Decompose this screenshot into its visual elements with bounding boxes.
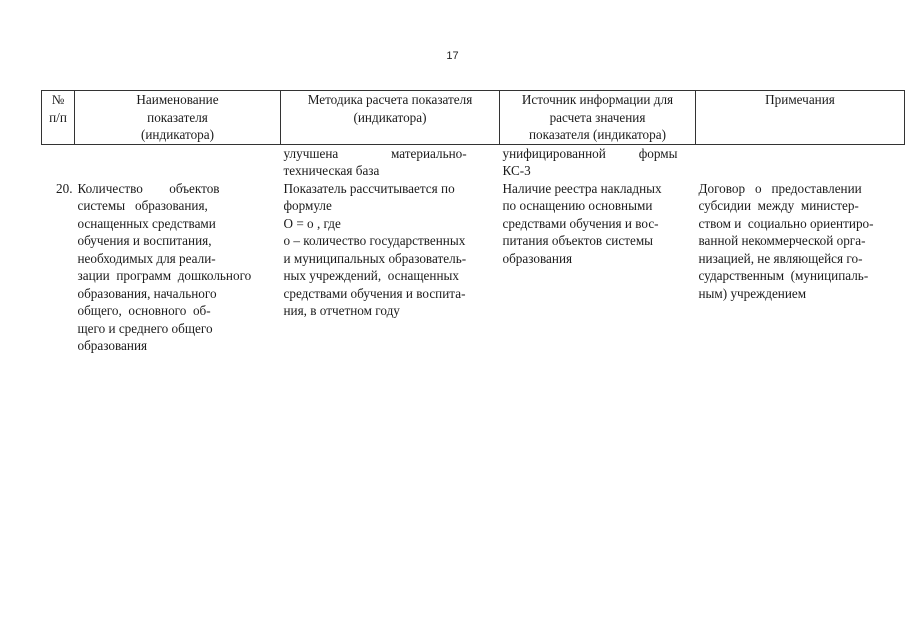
cell-information-source: Наличие реестра накладных по оснащению основными средствами обучения и вос- питания объектов системы образования (502, 180, 662, 266)
table-body (42, 144, 905, 355)
cell-number: 20. (56, 180, 73, 196)
cell-calculation-method: улучшена материально- техническая база (283, 145, 467, 178)
table-header (42, 91, 905, 145)
cell-information-source: унифицированной формы КС-3 (502, 145, 678, 178)
header-calculation-method: Методика расчета показателя (индикатора) (281, 91, 500, 145)
page-number: 17 (446, 50, 459, 62)
cell-number (42, 144, 75, 180)
header-indicator-name: Наименование показателя (индикатора) (75, 91, 281, 145)
header-row (42, 91, 905, 145)
header-information-source: Источник информации для расчета значения показателя (индикатора) (500, 91, 696, 145)
header-number: № п/п (42, 91, 75, 145)
cell-calculation-method: Показатель рассчитывается по формуле О = о , где о – количество государственных и муниципальных образователь- ных учреждений, оснащенных средствами обучения и воспита- ния, в отчетном году (283, 180, 467, 318)
cell-notes (696, 144, 905, 180)
header-notes: Примечания (696, 91, 905, 145)
indicators-table (41, 90, 905, 355)
table-row-continuation (42, 144, 905, 180)
cell-indicator-name (75, 144, 281, 180)
table-row-20 (42, 180, 905, 355)
cell-notes: Договор о предоставлении субсидии между министер- ством и социально ориентиро- ванной некоммерческой орга- низацией, не являющейся го- сударственным (муниципаль- ным) учреждением (698, 180, 874, 301)
cell-indicator-name: Количество объектов системы образования, оснащенных средствами обучения и воспитания, необходимых для реали- зации программ дошкольного образования, начального общего, основного об- щего и среднего общего образования (77, 180, 252, 353)
